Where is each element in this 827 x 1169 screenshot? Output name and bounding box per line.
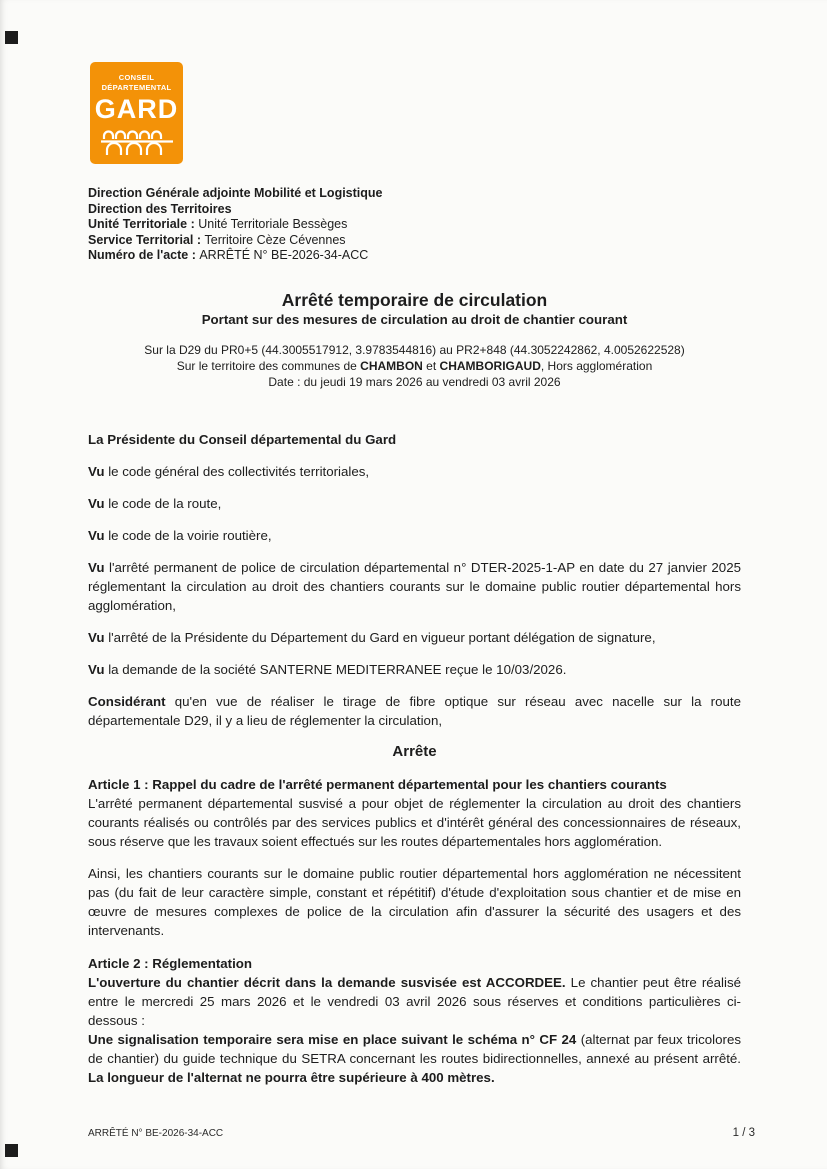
doc-title: Arrêté temporaire de circulation (281, 289, 548, 310)
vu-delegation-signature: Vu l'arrêté de la Présidente du Département du Gard en vigueur portant délégation de signature, (88, 629, 656, 645)
article-1-paragraph-1: L'arrêté permanent départemental susvisé a pour objet de réglementer la circulation au droit des chantiers courants réalisés ou contrôlés par des services publics et d'intérêt général des concessionnaires de réseaux, sous réserve que les travaux soient effectués sur les routes départementales hors agglomération. (88, 795, 741, 849)
article-1-heading: Article 1 : Rappel du cadre de l'arrêté permanent départemental pour les chantiers courants (88, 776, 667, 792)
considerant-paragraph: Considérant qu'en vue de réaliser le tirage de fibre optique sur réseau avec nacelle sur la route départementale D29, il y a lieu de réglementer la circulation, (88, 693, 741, 728)
scan-mark-top-left (5, 31, 18, 44)
scan-mark-bottom-left (5, 1144, 18, 1157)
meta-line-numero-acte: Numéro de l'acte : ARRÊTÉ N° BE-2026-34-ACC (88, 248, 369, 263)
logo-line2: DÉPARTEMENTAL (101, 82, 172, 92)
article-2-paragraph-1: L'ouverture du chantier décrit dans la demande susvisée est ACCORDEE. Le chantier peut être réalisé entre le mercredi 25 mars 2026 et le vendredi 03 avril 2026 sous réserves et conditions particulières ci-dessous : (88, 974, 742, 1028)
footer-page-number: 1 / 3 (732, 1127, 755, 1139)
footer-doc-number: ARRÊTÉ N° BE-2026-34-ACC (88, 1128, 224, 1139)
meta-line-direction-generale: Direction Générale adjointe Mobilité et Logistique (88, 186, 383, 200)
article-2-heading: Article 2 : Réglementation (88, 955, 253, 971)
info-line-communes: Sur le territoire des communes de CHAMBON et CHAMBORIGAUD, Hors agglomération (176, 358, 653, 373)
arrete-heading: Arrête (392, 742, 437, 760)
department-logo (90, 62, 183, 164)
info-line-dates: Date : du jeudi 19 mars 2026 au vendredi 03 avril 2026 (268, 374, 561, 389)
doc-location-info (88, 342, 741, 390)
article-2-paragraph-2: Une signalisation temporaire sera mise en place suivant le schéma n° CF 24 (alternat par feux tricolores de chantier) du guide technique du SETRA concernant les routes bidirectionnelles, annexé au présent arrêté. La longueur de l'alternat ne pourra être supérieure à 400 mètres. (88, 1031, 741, 1085)
meta-line-direction-territoires: Direction des Territoires (88, 201, 232, 216)
vu-voirie-routiere: Vu le code de la voirie routière, (88, 527, 272, 543)
opener-presidente: La Présidente du Conseil départemental du Gard (88, 431, 397, 447)
document-body (88, 186, 741, 1087)
meta-line-unite-territoriale: Unité Territoriale : Unité Territoriale Bessèges (88, 217, 348, 232)
logo-line1: CONSEIL (118, 73, 155, 82)
info-line-road-pr: Sur la D29 du PR0+5 (44.3005517912, 3.9783544816) au PR2+848 (44.3052242862, 4.0052622528) (144, 342, 685, 357)
document-meta (88, 186, 741, 264)
article-1-paragraph-2: Ainsi, les chantiers courants sur le domaine public routier départemental hors agglomération ne nécessitent pas (du fait de leur caractère simple, constant et répétitif) d'étude d'exploitation sous chantier et de mise en œuvre de mesures complexes de police de la circulation afin d'assurer la sécurité des usagers et des intervenants. (88, 865, 741, 938)
meta-line-service-territorial: Service Territorial : Territoire Cèze Cévennes (88, 232, 346, 247)
logo-council-label (90, 73, 183, 93)
page-footer (88, 1127, 755, 1139)
vu-arrete-permanent: Vu l'arrêté permanent de police de circulation départemental n° DTER-2025-1-AP en date du 27 janvier 2025 réglementant la circulation au droit des chantiers courants sur le domaine public routier départemental hors agglomération, (88, 559, 741, 613)
vu-demande-societe: Vu la demande de la société SANTERNE MEDITERRANEE reçue le 10/03/2026. (88, 661, 567, 677)
vu-code-route: Vu le code de la route, (88, 495, 222, 511)
logo-gard-text: GARD (94, 93, 179, 124)
doc-subtitle: Portant sur des mesures de circulation au droit de chantier courant (201, 311, 628, 327)
vu-collectivites: Vu le code général des collectivités territoriales, (88, 463, 370, 479)
aqueduct-icon (100, 128, 174, 156)
